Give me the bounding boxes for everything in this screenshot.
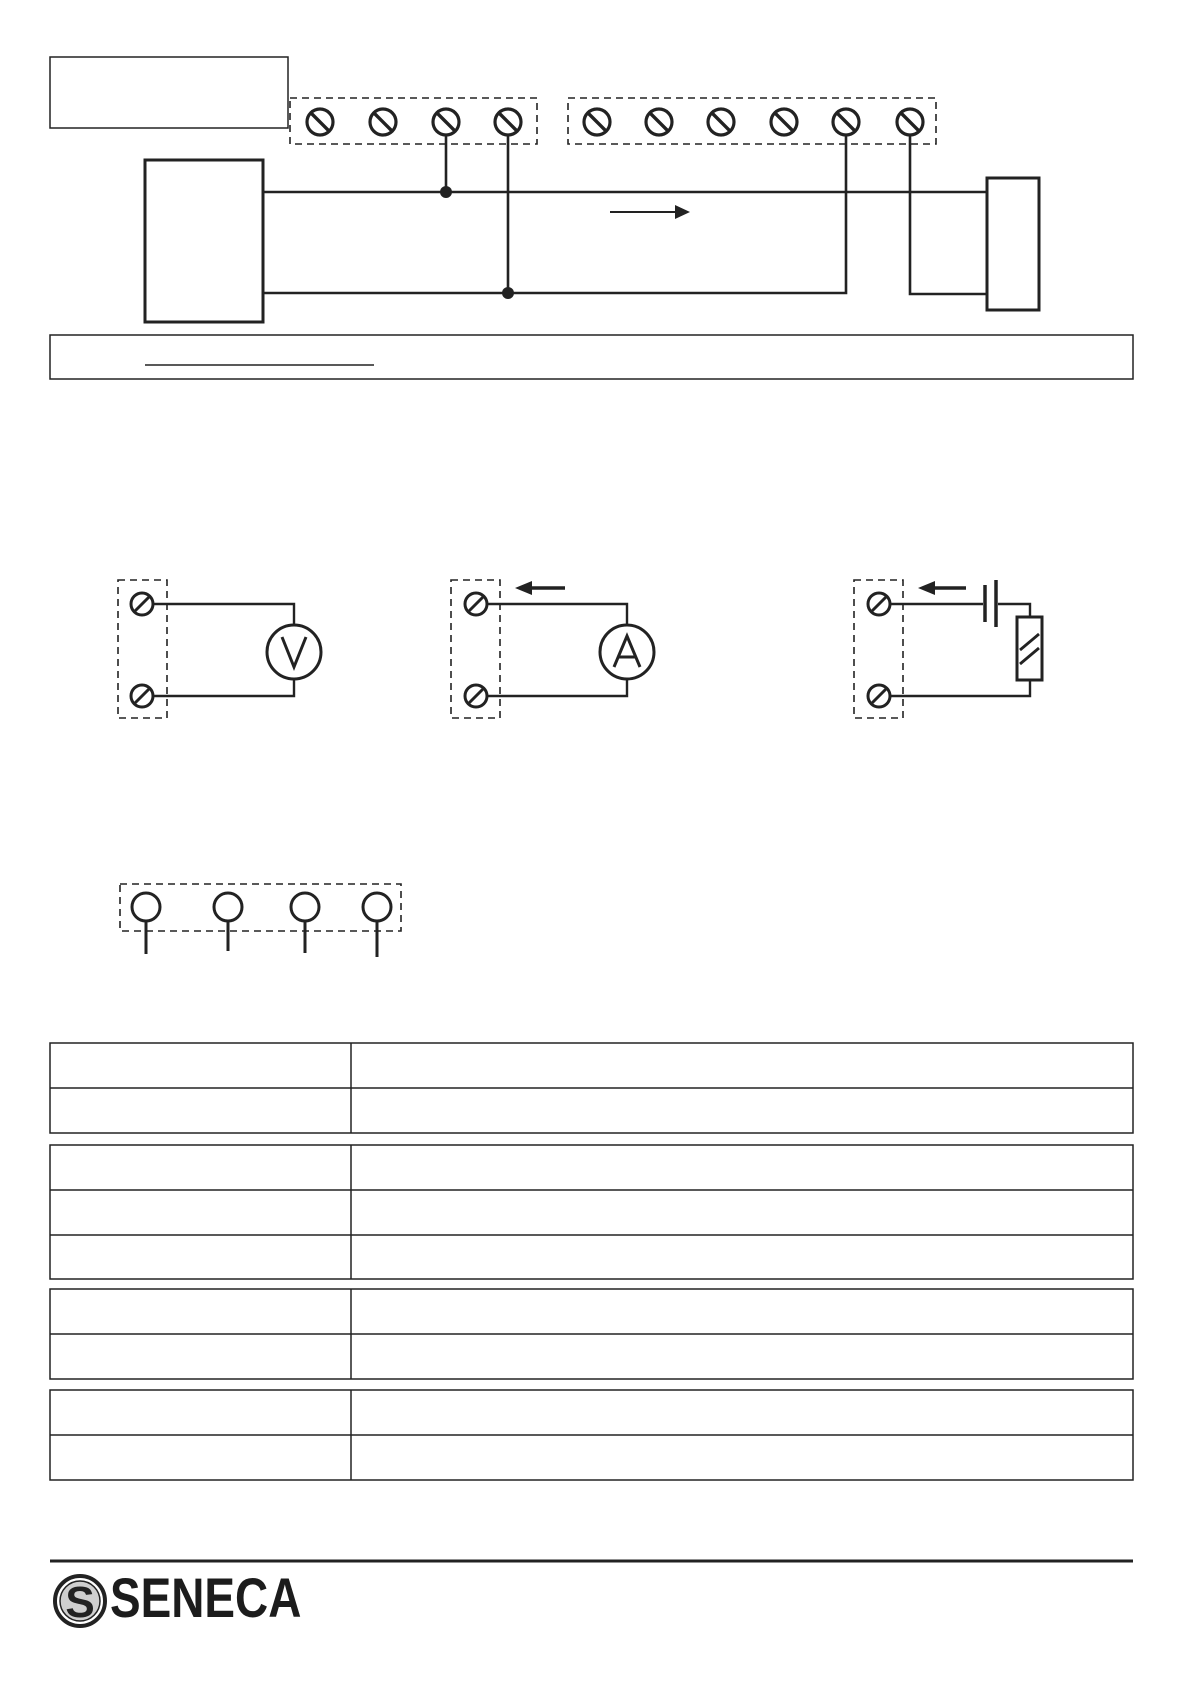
voltmeter-icon	[267, 625, 321, 679]
junction-dot	[440, 186, 452, 198]
battery-icon	[985, 580, 996, 627]
spec-table-3	[50, 1289, 1133, 1379]
spec-table-4	[50, 1390, 1133, 1480]
top-label-box	[50, 57, 288, 128]
logo-mark	[55, 1576, 105, 1627]
junction-dot	[502, 287, 514, 299]
current-arrow-icon	[918, 581, 966, 595]
powered-output-diagram	[854, 580, 1042, 718]
spec-table-2	[50, 1145, 1133, 1279]
logo-letter: S	[65, 1578, 95, 1627]
terminal-screws-left	[307, 109, 521, 135]
spec-table-1	[50, 1043, 1133, 1133]
current-output-diagram	[451, 580, 654, 718]
main-wiring-diagram	[50, 57, 1133, 379]
brand-logo-text: SENECA	[110, 1566, 302, 1629]
current-direction-arrow	[610, 205, 690, 219]
source-device-box	[145, 160, 263, 322]
load-device-box	[987, 178, 1039, 310]
sensor-resistor-icon	[1017, 617, 1042, 680]
wires	[263, 135, 987, 294]
connector-strip	[120, 884, 401, 957]
current-arrow-icon	[515, 581, 565, 595]
note-box	[50, 335, 1133, 379]
ammeter-icon	[600, 625, 654, 679]
terminal-screws-right	[584, 109, 923, 135]
terminal-block-right	[568, 98, 936, 144]
voltage-output-diagram	[118, 580, 321, 718]
